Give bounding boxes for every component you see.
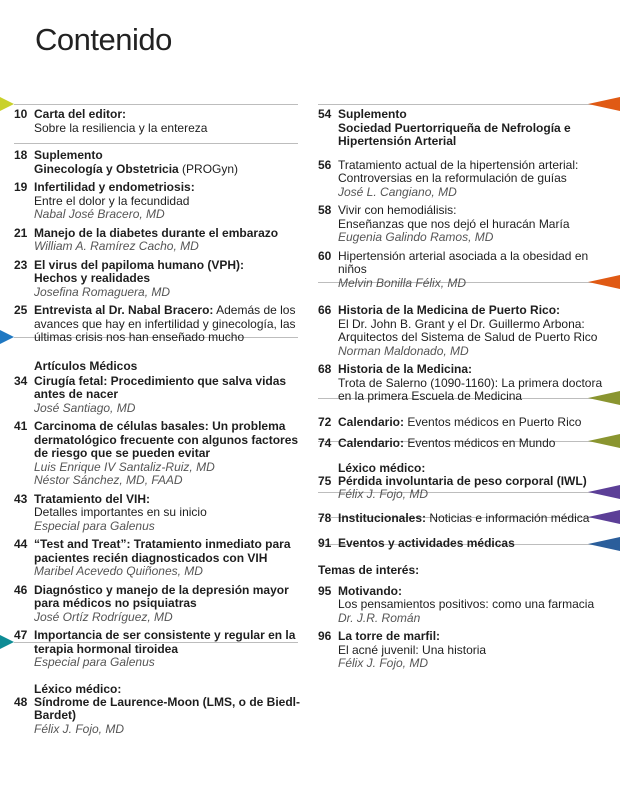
page-number: 75 <box>318 473 332 488</box>
page-number: 44 <box>14 537 28 551</box>
page-number: 43 <box>14 491 28 506</box>
toc-entry[interactable] <box>318 537 608 551</box>
page-number: 78 <box>318 510 332 525</box>
toc-entry[interactable] <box>14 538 300 579</box>
entry-author: Félix J. Fojo, MD <box>338 487 429 501</box>
accent-triangle-yellow <box>0 97 14 111</box>
toc-entry[interactable] <box>14 584 300 625</box>
toc-entry[interactable] <box>14 493 300 534</box>
page-number: 56 <box>318 157 332 172</box>
toc-entry[interactable] <box>318 250 608 291</box>
toc-entry[interactable] <box>14 227 300 254</box>
toc-entry[interactable] <box>318 630 608 671</box>
entry-subtitle: Los pensamientos positivos: como una farmacia <box>338 597 595 611</box>
entry-title: Manejo de la diabetes durante el embarazo <box>34 225 279 240</box>
section-heading: Léxico médico: <box>338 460 426 475</box>
page-number: 19 <box>14 180 28 194</box>
entry-subtitle: Detalles importantes en su inicio <box>34 505 207 519</box>
page-number: 74 <box>318 436 332 450</box>
entry-title: Vivir con hemodiálisis: <box>338 203 457 217</box>
entry-author: Félix J. Fojo, MD <box>34 721 125 736</box>
toc-entry[interactable] <box>318 204 608 245</box>
toc-entry[interactable] <box>318 304 608 358</box>
entry-author: José L. Cangiano, MD <box>338 184 457 199</box>
entry-title: Suplemento <box>338 107 407 121</box>
entry-author: Melvin Bonilla Félix, MD <box>338 275 467 290</box>
page-number: 34 <box>14 373 28 388</box>
entry-author: Eugenia Galindo Ramos, MD <box>338 230 494 244</box>
entry-author: Néstor Sánchez, MD, FAAD <box>34 473 183 487</box>
divider <box>14 104 298 105</box>
page-number: 18 <box>14 148 28 162</box>
entry-author: Maribel Acevedo Quiñones, MD <box>34 564 203 578</box>
entry-title: Pérdida involuntaria de peso corporal (IWL) <box>338 473 587 488</box>
entry-title: Entrevista al Dr. Nabal Bracero: <box>34 303 214 317</box>
entry-title: Infertilidad y endometriosis: <box>34 180 195 194</box>
toc-entry[interactable] <box>318 108 608 149</box>
entry-author: Dr. J.R. Román <box>338 610 421 625</box>
entry-subtitle: El acné juvenil: Una historia <box>338 642 487 657</box>
page-number: 66 <box>318 303 332 317</box>
page-number: 46 <box>14 582 28 597</box>
entry-title: “Test and Treat”: Tratamiento inmediato para pacientes recién diagnosticados con VIH <box>34 537 291 565</box>
divider <box>318 104 608 105</box>
entry-title: Diagnóstico y manejo de la depresión mayor para médicos no psiquiatras <box>34 582 289 610</box>
toc-entry[interactable] <box>14 375 300 416</box>
page-number: 72 <box>318 414 332 429</box>
page-number: 68 <box>318 362 332 376</box>
entry-subtitle: Sobre la resiliencia y la entereza <box>34 120 208 135</box>
entry-title-suffix: (PROGyn) <box>178 161 239 176</box>
page-number: 96 <box>318 629 332 643</box>
page-number: 95 <box>318 583 332 598</box>
entry-subtitle: Enseñanzas que nos dejó el huracán María <box>338 216 570 231</box>
toc-entry[interactable] <box>318 416 608 430</box>
entry-title: Historia de la Medicina de Puerto Rico: <box>338 303 561 317</box>
entry-subtitle: Trota de Salerno (1090-1160): La primera doctora en la primera Escuela de Medicina <box>338 375 603 403</box>
entry-title: Motivando: <box>338 583 402 598</box>
page-number: 21 <box>14 225 28 240</box>
entry-subtitle: Entre el dolor y la fecundidad <box>34 193 190 208</box>
toc-entry[interactable] <box>14 304 300 345</box>
entry-title: Calendario: <box>338 414 405 429</box>
toc-entry[interactable] <box>318 475 608 502</box>
page-number: 48 <box>14 694 28 709</box>
toc-entry[interactable] <box>318 363 608 404</box>
toc-entry[interactable] <box>14 181 300 222</box>
entry-author: Norman Maldonado, MD <box>338 343 469 358</box>
page-number: 23 <box>14 257 28 272</box>
page-number: 10 <box>14 107 28 121</box>
entry-title: Historia de la Medicina: <box>338 362 473 376</box>
entry-description: Eventos médicos en Mundo <box>404 436 556 450</box>
entry-title: La torre de marfil: <box>338 629 441 643</box>
toc-entry[interactable] <box>318 159 608 200</box>
accent-triangle-blue <box>0 330 14 344</box>
toc-entry[interactable] <box>14 629 300 670</box>
page-number: 91 <box>318 536 332 550</box>
entry-author: José Santiago, MD <box>34 400 136 415</box>
entry-title-line2: Ginecología y Obstetricia <box>34 161 179 176</box>
toc-entry[interactable] <box>14 420 300 488</box>
page-title: Contenido <box>35 22 172 57</box>
entry-author: Nabal José Bracero, MD <box>34 207 165 221</box>
entry-description: Además de los avances que hay en infertilidad y ginecología, las últimas crisis nos han enseñado mucho <box>34 303 296 344</box>
toc-entry[interactable] <box>318 437 608 451</box>
entry-author: Félix J. Fojo, MD <box>338 656 429 670</box>
page-number: 60 <box>318 248 332 263</box>
entry-title: Eventos y actividades médicas <box>338 536 515 550</box>
section-heading: Temas de interés: <box>318 562 420 577</box>
entry-title: Hipertensión arterial asociada a la obesidad en niños <box>338 248 589 276</box>
page-number: 54 <box>318 107 332 121</box>
entry-author: Luis Enrique IV Santaliz-Ruiz, MD <box>34 459 215 474</box>
entry-title: Calendario: <box>338 436 405 450</box>
entry-title-line2: Sociedad Puertorriqueña de Nefrología e Hipertensión Arterial <box>338 120 571 148</box>
entry-author: Especial para Galenus <box>34 518 155 533</box>
toc-right-column <box>318 108 608 676</box>
entry-title: El virus del papiloma humano (VPH): <box>34 257 245 272</box>
entry-title: Importancia de ser consistente y regular en la terapia hormonal tiroidea <box>34 628 296 656</box>
page-number: 47 <box>14 628 28 642</box>
section-heading: Artículos Médicos <box>34 358 138 373</box>
toc-entry[interactable] <box>14 108 300 135</box>
entry-author: Especial para Galenus <box>34 655 155 669</box>
entry-author: José Ortíz Rodríguez, MD <box>34 609 173 624</box>
entry-title: Suplemento <box>34 148 103 162</box>
page-number: 25 <box>14 303 28 317</box>
entry-title: Carta del editor: <box>34 107 127 121</box>
entry-description: Eventos médicos en Puerto Rico <box>404 414 582 429</box>
page-number: 58 <box>318 203 332 217</box>
toc-entry[interactable] <box>318 512 608 526</box>
entry-title: Carcinoma de células basales: Un problema dermatológico frecuente con algunos factores de riesgo que se pueden evitar <box>34 419 299 460</box>
section-heading: Léxico médico: <box>34 681 122 696</box>
accent-triangle-teal <box>0 635 14 649</box>
toc-entry[interactable] <box>14 259 300 300</box>
toc-entry[interactable] <box>14 696 300 737</box>
entry-title: Institucionales: <box>338 510 427 525</box>
toc-left-column <box>14 108 300 741</box>
entry-title: Tratamiento actual de la hipertensión arterial: Controversias en la reformulación de guías <box>338 157 579 185</box>
entry-subtitle: El Dr. John B. Grant y el Dr. Guillermo Arbona: Arquitectos del Sistema de Salud de Puerto Rico <box>338 316 598 344</box>
toc-entry[interactable] <box>14 149 300 176</box>
entry-title: Síndrome de Laurence-Moon (LMS, o de Biedl-Bardet) <box>34 694 301 722</box>
page-number: 41 <box>14 419 28 433</box>
toc-entry[interactable] <box>318 585 608 626</box>
entry-description: Noticias e información médica <box>426 510 590 525</box>
entry-author: William A. Ramírez Cacho, MD <box>34 239 199 253</box>
entry-author: Josefina Romaguera, MD <box>34 284 171 299</box>
entry-title: Tratamiento del VIH: <box>34 491 151 506</box>
entry-title-line2: Hechos y realidades <box>34 271 151 285</box>
entry-title: Cirugía fetal: Procedimiento que salva vidas antes de nacer <box>34 373 287 401</box>
